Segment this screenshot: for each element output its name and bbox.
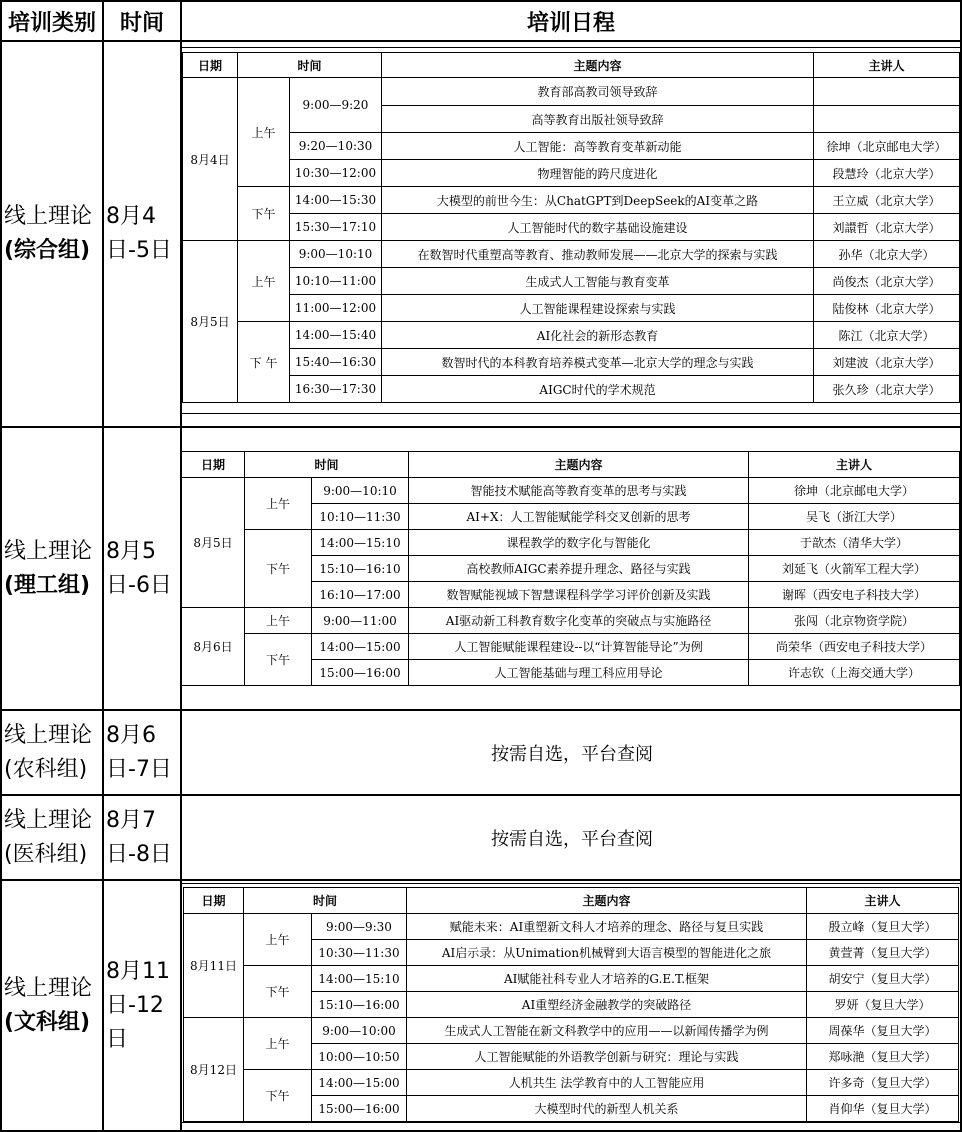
topic-cell: 赋能未来：AI重塑新文科人才培养的理念、路径与复旦实践 xyxy=(407,914,807,940)
topic-cell: 人工智能基础与理工科应用导论 xyxy=(409,660,749,686)
speaker-cell: 胡安宁（复旦大学） xyxy=(807,966,959,992)
time-cell: 14:00—15:10 xyxy=(312,530,409,556)
header-category: 培训类别 xyxy=(7,10,96,36)
category-general xyxy=(4,42,102,426)
col-topic: 主题内容 xyxy=(382,53,814,78)
speaker-cell: 许志钦（上海交通大学） xyxy=(749,660,960,686)
topic-cell: 大模型的前世今生：从ChatGPT到DeepSeek的AI变革之路 xyxy=(382,187,814,214)
time-cell: 16:30—17:30 xyxy=(290,376,382,403)
table-row xyxy=(183,349,960,376)
date-liberal-arts xyxy=(106,881,178,1130)
topic-cell: 人工智能：高等教育变革新动能 xyxy=(382,133,814,160)
table-header-row xyxy=(183,53,960,78)
date-line: 日-6日 xyxy=(106,572,172,598)
header-time: 时间 xyxy=(119,10,164,36)
topic-cell: AIGC时代的学术规范 xyxy=(382,376,814,403)
topic-cell: 课程教学的数字化与智能化 xyxy=(409,530,749,556)
time-cell: 14:00—15:30 xyxy=(290,187,382,214)
time-cell: 9:00—9:20 xyxy=(290,78,382,133)
category-group: (医科组) xyxy=(4,841,88,867)
topic-cell: 大模型时代的新型人机关系 xyxy=(407,1096,807,1122)
topic-cell: AI化社会的新形态教育 xyxy=(382,322,814,349)
period-cell: 上午 xyxy=(244,914,312,966)
date-line: 8月6 xyxy=(106,722,156,748)
time-cell: 10:10—11:00 xyxy=(290,268,382,295)
speaker-cell xyxy=(814,106,960,133)
speaker-cell: 孙华（北京大学） xyxy=(814,241,960,268)
time-cell: 14:00—15:40 xyxy=(290,322,382,349)
period-cell: 上午 xyxy=(245,478,312,530)
period-cell: 下 午 xyxy=(238,322,290,403)
category-line: 线上理论 xyxy=(4,975,93,1001)
day-cell: 8月4日 xyxy=(183,78,238,241)
speaker-cell: 罗妍（复旦大学） xyxy=(807,992,959,1018)
col-date: 日期 xyxy=(183,53,238,78)
speaker-cell: 许多奇（复旦大学） xyxy=(807,1070,959,1096)
time-cell: 14:00—15:00 xyxy=(312,1070,407,1096)
speaker-cell: 段慧玲（北京大学） xyxy=(814,160,960,187)
self-select-note: 按需自选，平台查阅 xyxy=(491,828,653,850)
speaker-cell: 张久珍（北京大学） xyxy=(814,376,960,403)
time-cell: 15:00—16:00 xyxy=(312,1096,407,1122)
time-cell: 10:30—12:00 xyxy=(290,160,382,187)
col-time: 时间 xyxy=(238,53,382,78)
table-header-row xyxy=(184,888,959,914)
time-cell: 14:00—15:10 xyxy=(312,966,407,992)
category-group: (综合组) xyxy=(4,238,91,263)
table-row xyxy=(183,187,960,214)
time-cell: 14:00—15:00 xyxy=(312,634,409,660)
date-agriculture xyxy=(106,711,178,794)
col-time: 时间 xyxy=(245,452,409,478)
category-liberal-arts xyxy=(4,881,102,1130)
speaker-cell: 张闯（北京物资学院） xyxy=(749,608,960,634)
time-cell: 15:40—16:30 xyxy=(290,349,382,376)
period-cell: 上午 xyxy=(245,608,312,634)
period-cell: 下午 xyxy=(244,966,312,1018)
speaker-cell: 尚俊杰（北京大学） xyxy=(814,268,960,295)
table-row xyxy=(183,160,960,187)
date-line: 日 xyxy=(106,1026,129,1052)
date-line: 8月11 xyxy=(106,958,170,984)
topic-cell: 人机共生 法学教育中的人工智能应用 xyxy=(407,1070,807,1096)
time-cell: 10:10—11:30 xyxy=(312,504,409,530)
table-row xyxy=(182,608,960,634)
date-medicine xyxy=(106,796,178,879)
table-row xyxy=(183,376,960,403)
table-row xyxy=(183,241,960,268)
header-schedule: 培训日程 xyxy=(526,10,615,36)
speaker-cell: 徐坤（北京邮电大学） xyxy=(814,133,960,160)
date-engineering xyxy=(106,428,178,709)
grid-line xyxy=(102,0,104,1132)
period-cell: 上午 xyxy=(238,78,290,187)
topic-cell: AI重塑经济金融教学的突破路径 xyxy=(407,992,807,1018)
time-cell: 10:30—11:30 xyxy=(312,940,407,966)
category-group: (理工组) xyxy=(4,572,91,598)
time-cell: 11:00—12:00 xyxy=(290,295,382,322)
topic-cell: 数智时代的本科教育培养模式变革—北京大学的理念与实践 xyxy=(382,349,814,376)
category-group: (文科组) xyxy=(4,1009,91,1035)
col-topic: 主题内容 xyxy=(407,888,807,914)
topic-cell: 高校教师AIGC素养提升理念、路径与实践 xyxy=(409,556,749,582)
topic-cell: 教育部高教司领导致辞 xyxy=(382,78,814,106)
col-time: 时间 xyxy=(244,888,407,914)
topic-cell: AI驱动新工科教育数字化变革的突破点与实施路径 xyxy=(409,608,749,634)
table-row xyxy=(183,268,960,295)
period-cell: 上午 xyxy=(244,1018,312,1070)
topic-cell: AI启示录：从Unimation机械臂到大语言模型的智能进化之旅 xyxy=(407,940,807,966)
col-speaker: 主讲人 xyxy=(749,452,960,478)
category-medicine xyxy=(4,796,102,879)
table-row xyxy=(184,914,959,940)
col-speaker: 主讲人 xyxy=(814,53,960,78)
day-cell: 8月11日 xyxy=(184,914,244,1018)
schedule-liberal-arts xyxy=(183,887,959,1122)
category-line: 线上理论 xyxy=(4,807,93,833)
table-row xyxy=(182,478,960,504)
category-agriculture xyxy=(4,711,102,794)
topic-cell: 物理智能的跨尺度进化 xyxy=(382,160,814,187)
col-date: 日期 xyxy=(182,452,245,478)
table-row xyxy=(184,1070,959,1096)
time-cell: 10:00—10:50 xyxy=(312,1044,407,1070)
speaker-cell: 陆俊林（北京大学） xyxy=(814,295,960,322)
speaker-cell: 刘建波（北京大学） xyxy=(814,349,960,376)
time-cell: 15:10—16:10 xyxy=(312,556,409,582)
topic-cell: 生成式人工智能与教育变革 xyxy=(382,268,814,295)
topic-cell: 人工智能课程建设探索与实践 xyxy=(382,295,814,322)
day-cell: 8月5日 xyxy=(183,241,238,403)
speaker-cell: 肖仰华（复旦大学） xyxy=(807,1096,959,1122)
topic-cell: 人工智能赋能的外语教学创新与研究：理论与实践 xyxy=(407,1044,807,1070)
speaker-cell: 周葆华（复旦大学） xyxy=(807,1018,959,1044)
date-line: 日-8日 xyxy=(106,841,172,867)
speaker-cell xyxy=(814,78,960,106)
period-cell: 下午 xyxy=(238,187,290,241)
period-cell: 下午 xyxy=(245,530,312,608)
category-line: 线上理论 xyxy=(4,722,93,748)
time-cell: 16:10—17:00 xyxy=(312,582,409,608)
speaker-cell: 吴飞（浙江大学） xyxy=(749,504,960,530)
col-topic: 主题内容 xyxy=(409,452,749,478)
time-cell: 9:00—9:30 xyxy=(312,914,407,940)
date-line: 日-7日 xyxy=(106,756,172,782)
time-cell: 15:00—16:00 xyxy=(312,660,409,686)
schedule-engineering xyxy=(181,451,960,686)
self-select-note: 按需自选，平台查阅 xyxy=(491,743,653,765)
table-row xyxy=(184,966,959,992)
speaker-cell: 刘譞哲（北京大学） xyxy=(814,214,960,241)
category-group: (农科组) xyxy=(4,756,88,782)
topic-cell: 生成式人工智能在新文科教学中的应用——以新闻传播学为例 xyxy=(407,1018,807,1044)
topic-cell: 人工智能时代的数字基础设施建设 xyxy=(382,214,814,241)
grid-line xyxy=(0,0,2,1132)
speaker-cell: 王立威（北京大学） xyxy=(814,187,960,214)
speaker-cell: 谢晖（西安电子科技大学） xyxy=(749,582,960,608)
time-cell: 9:20—10:30 xyxy=(290,133,382,160)
speaker-cell: 刘延飞（火箭军工程大学） xyxy=(749,556,960,582)
date-line: 8月5 xyxy=(106,538,156,564)
topic-cell: 在数智时代重塑高等教育、推动教师发展——北京大学的探索与实践 xyxy=(382,241,814,268)
date-general xyxy=(106,42,178,426)
speaker-cell: 陈江（北京大学） xyxy=(814,322,960,349)
speaker-cell: 尚荣华（西安电子科技大学） xyxy=(749,634,960,660)
speaker-cell: 徐坤（北京邮电大学） xyxy=(749,478,960,504)
date-line: 日-5日 xyxy=(106,238,172,263)
table-row xyxy=(182,634,960,660)
category-line: 线上理论 xyxy=(4,204,93,229)
table-row xyxy=(183,133,960,160)
time-cell: 15:30—17:10 xyxy=(290,214,382,241)
period-cell: 下午 xyxy=(245,634,312,686)
category-engineering xyxy=(4,428,102,709)
topic-cell: 数智赋能视域下智慧课程科学学习评价创新及实践 xyxy=(409,582,749,608)
topic-cell: 人工智能赋能课程建设--以“计算智能导论”为例 xyxy=(409,634,749,660)
topic-cell: AI赋能社科专业人才培养的G.E.T.框架 xyxy=(407,966,807,992)
speaker-cell: 黄萱菁（复旦大学） xyxy=(807,940,959,966)
table-row xyxy=(183,322,960,349)
table-header-row xyxy=(182,452,960,478)
schedule-general xyxy=(182,52,960,403)
time-cell: 9:00—10:10 xyxy=(312,478,409,504)
day-cell: 8月12日 xyxy=(184,1018,244,1122)
topic-cell: AI+X：人工智能赋能学科交叉创新的思考 xyxy=(409,504,749,530)
day-cell: 8月6日 xyxy=(182,608,245,686)
table-row xyxy=(183,295,960,322)
date-line: 日-12 xyxy=(106,992,164,1018)
topic-cell: 智能技术赋能高等教育变革的思考与实践 xyxy=(409,478,749,504)
time-cell: 15:10—16:00 xyxy=(312,992,407,1018)
date-line: 8月4 xyxy=(106,204,156,229)
period-cell: 上午 xyxy=(238,241,290,322)
speaker-cell: 殷立峰（复旦大学） xyxy=(807,914,959,940)
col-speaker: 主讲人 xyxy=(807,888,959,914)
category-line: 线上理论 xyxy=(4,538,93,564)
speaker-cell: 于歆杰（清华大学） xyxy=(749,530,960,556)
time-cell: 9:00—11:00 xyxy=(312,608,409,634)
period-cell: 下午 xyxy=(244,1070,312,1122)
table-row xyxy=(184,1018,959,1044)
col-date: 日期 xyxy=(184,888,244,914)
time-cell: 9:00—10:00 xyxy=(312,1018,407,1044)
table-row xyxy=(182,530,960,556)
table-row xyxy=(183,78,960,106)
table-row xyxy=(183,214,960,241)
speaker-cell: 郑咏滟（复旦大学） xyxy=(807,1044,959,1070)
date-line: 8月7 xyxy=(106,807,156,833)
day-cell: 8月5日 xyxy=(182,478,245,608)
topic-cell: 高等教育出版社领导致辞 xyxy=(382,106,814,133)
time-cell: 9:00—10:10 xyxy=(290,241,382,268)
